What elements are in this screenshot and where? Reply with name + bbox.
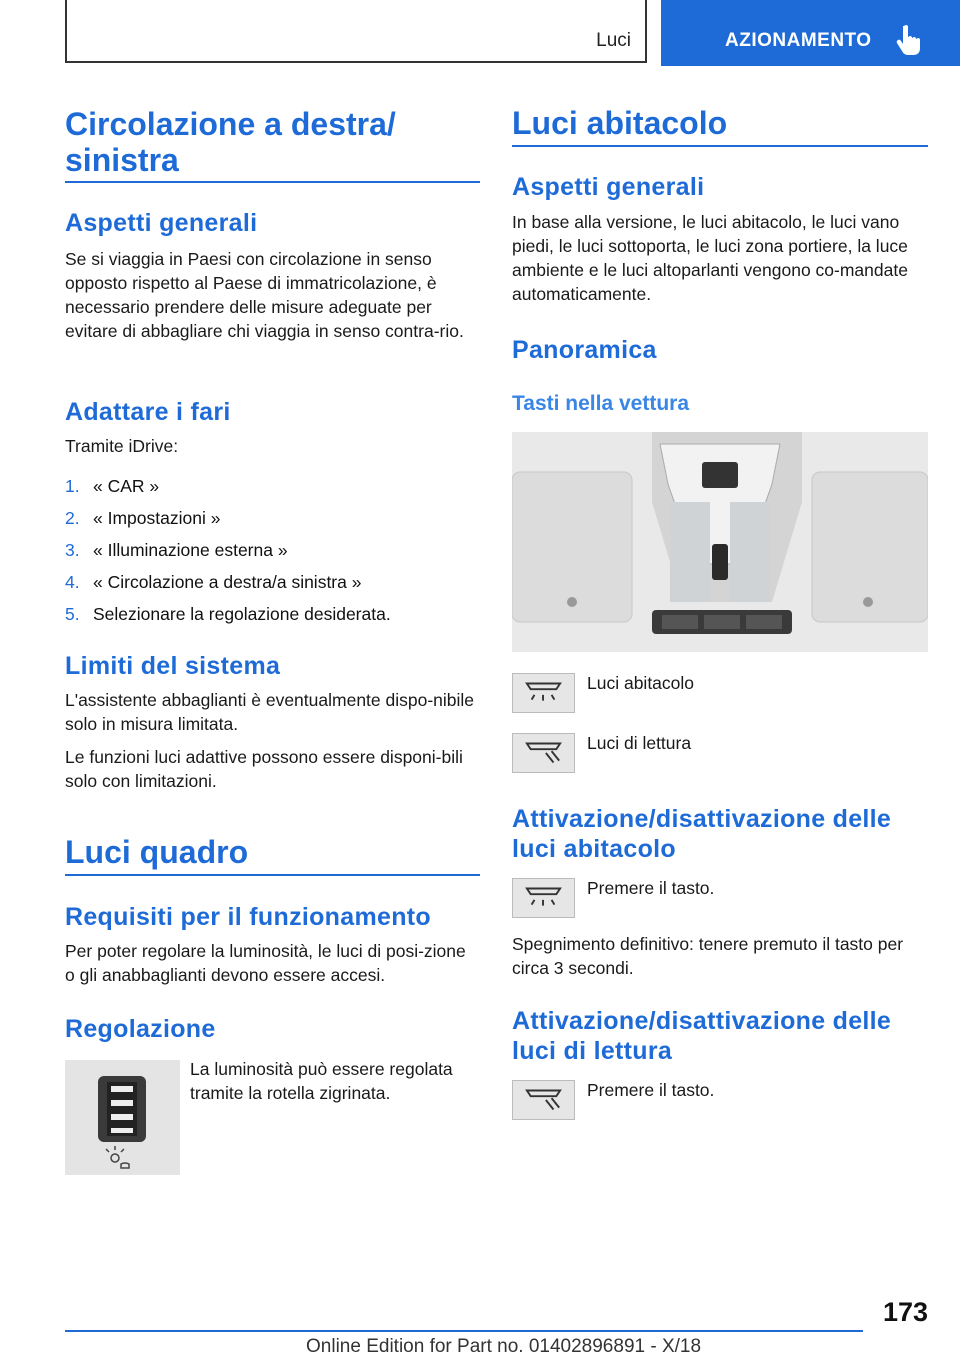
- spegnimento-text: Spegnimento definitivo: tenere premuto il tasto per circa 3 secondi.: [512, 934, 904, 978]
- reading-light-icon: [512, 733, 575, 773]
- regolazione-text: La luminosità può essere regolata tramite la rotella zigrinata.: [190, 1059, 453, 1103]
- list-item-number: 1.: [65, 476, 80, 496]
- interior-light-button-icon: [512, 878, 575, 918]
- list-item-text: « Circolazione a destra/a sinistra »: [93, 572, 362, 592]
- page-number: 173: [882, 1297, 928, 1327]
- requisiti-heading: Requisiti per il funzionamento: [65, 903, 431, 931]
- aspetti-generali-text: Se si viaggia in Paesi con circolazione in senso opposto rispetto al Paese di immatricolazione, è necessario prendere delle misure adeguate per evitare di abbagliare chi viaggia in senso contra-rio.: [65, 249, 464, 341]
- dimmer-wheel-image: [65, 1060, 180, 1175]
- limiti-sistema-heading: Limiti del sistema: [65, 652, 281, 680]
- pointing-hand-icon: [895, 24, 923, 56]
- section-rule: [65, 181, 480, 183]
- aspetti-generali-heading-right: Aspetti generali: [512, 173, 705, 201]
- aspetti-generali-heading: Aspetti generali: [65, 209, 258, 237]
- legend-luci-lettura: Luci di lettura: [587, 733, 692, 753]
- footer-rule: [65, 1330, 863, 1332]
- header-chapter-label: AZIONAMENTO: [725, 30, 872, 51]
- aspetti-generali-text-right: In base alla versione, le luci abitacolo, le luci vano piedi, le luci sottoporta, le luci zona portiere, la luce ambiente e le luci altoparlanti vengono co-mandate automaticamente.: [512, 212, 908, 304]
- footer-edition: Online Edition for Part no. 01402896891 - X/18: [306, 1336, 702, 1357]
- header-section-label: Luci: [596, 30, 631, 51]
- list-item-text: « CAR »: [93, 476, 160, 496]
- attivazione-abitacolo-heading: Attivazione/disattivazione delle luci abitacolo: [512, 805, 892, 863]
- reading-light-button-icon: [512, 1080, 575, 1120]
- luci-quadro-title: Luci quadro: [65, 834, 249, 870]
- adattare-fari-intro: Tramite iDrive:: [65, 436, 179, 456]
- list-item-number: 5.: [65, 604, 80, 624]
- attivazione-lettura-heading: Attivazione/disattivazione delle luci di lettura: [512, 1007, 892, 1065]
- list-item-text: « Illuminazione esterna »: [93, 540, 288, 560]
- list-item-number: 4.: [65, 572, 80, 592]
- adattare-fari-heading: Adattare i fari: [65, 398, 231, 426]
- regolazione-heading: Regolazione: [65, 1015, 216, 1043]
- attivazione-lettura-text: Premere il tasto.: [587, 1080, 715, 1100]
- circolazione-title-line2: sinistra: [65, 142, 179, 178]
- legend-luci-abitacolo: Luci abitacolo: [587, 673, 695, 693]
- header-chapter-tab: [661, 0, 960, 66]
- limiti-sistema-text-1: L'assistente abbaglianti è eventualmente dispo-nibile solo in misura limitata.: [65, 690, 475, 734]
- section-rule: [65, 874, 480, 876]
- list-item-text: « Impostazioni »: [93, 508, 221, 528]
- list-item-number: 2.: [65, 508, 80, 528]
- tasti-vettura-heading: Tasti nella vettura: [512, 392, 690, 415]
- section-rule: [512, 145, 928, 147]
- limiti-sistema-text-2: Le funzioni luci adattive possono essere disponi-bili solo con limitazioni.: [65, 747, 463, 791]
- attivazione-abitacolo-text: Premere il tasto.: [587, 878, 715, 898]
- header-section-box: [65, 0, 647, 63]
- requisiti-text: Per poter regolare la luminosità, le luci di posi-zione o gli anabbaglianti devono essere accesi.: [65, 941, 466, 985]
- circolazione-title: [65, 106, 396, 178]
- interior-light-icon: [512, 673, 575, 713]
- roof-console-photo: [512, 432, 928, 652]
- list-item-text: Selezionare la regolazione desiderata.: [93, 604, 391, 624]
- panoramica-heading: Panoramica: [512, 336, 657, 364]
- list-item-number: 3.: [65, 540, 80, 560]
- circolazione-title-line1: Circolazione a destra/: [65, 106, 396, 142]
- luci-abitacolo-title: Luci abitacolo: [512, 105, 728, 141]
